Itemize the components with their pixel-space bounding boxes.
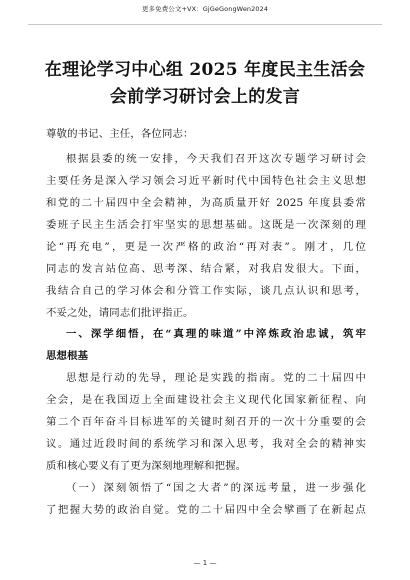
page-number: — 1 —: [193, 559, 217, 567]
section-heading-line-2: 思想根基: [46, 350, 89, 362]
greeting: 尊敬的书记、主任，各位同志：: [46, 128, 194, 140]
header-note: 更多免费公文+VX：GjGeGongWen2024: [141, 5, 269, 13]
document-title-line-2: 会前学习研讨会上的发言: [109, 87, 301, 107]
header-divider: [28, 24, 382, 25]
body-line: 不妥之处，请同志们批评指正。: [46, 307, 194, 319]
body-line: 思想是行动的先导，理论是实践的指南。党的二十届四中: [66, 372, 366, 384]
body-line: 委班子民主生活会打牢坚实的思想基础。这既是一次深刻的理: [46, 219, 366, 231]
section-heading-line-1: 一、深学细悟，在“真理的味道”中淬炼政治忠诚，筑牢: [66, 328, 366, 340]
body-line: 主要任务是深入学习领会习近平新时代中国特色社会主义思想: [46, 175, 366, 187]
subsection-line-1: （一）深刻领悟了“国之大者”的深远考量，进一步强化: [66, 482, 366, 494]
body-line: 第二个百年奋斗目标进军的关键时刻召开的一次十分重要的会: [46, 416, 366, 428]
body-line: 我结合自己的学习体会和分管工作实际，谈几点认识和思考，: [46, 285, 366, 297]
document-title-line-1: 在理论学习中心组 2025 年度民主生活会: [44, 60, 366, 80]
body-line: 和党的二十届四中全会精神，为高质量开好 2025 年度县委常: [46, 197, 366, 209]
body-line: 质和核心要义有了更为深刻地理解和把握。: [46, 460, 247, 472]
body-line: 论“再充电”，更是一次严格的政治“再对表”。刚才，几位: [46, 241, 366, 253]
body-line: 同志的发言站位高、思考深、结合紧，对我启发很大。下面，: [46, 263, 366, 275]
body-line: 根据县委的统一安排，今天我们召开这次专题学习研讨会: [66, 153, 366, 165]
subsection-line-2: 了把握大势的政治自觉。党的二十届四中全会擘画了在新起点: [46, 504, 366, 516]
body-line: 议。通过近段时间的系统学习和深入思考，我对全会的精神实: [46, 438, 366, 450]
body-line: 全会，是在我国迈上全面建设社会主义现代化国家新征程、向: [46, 394, 366, 406]
